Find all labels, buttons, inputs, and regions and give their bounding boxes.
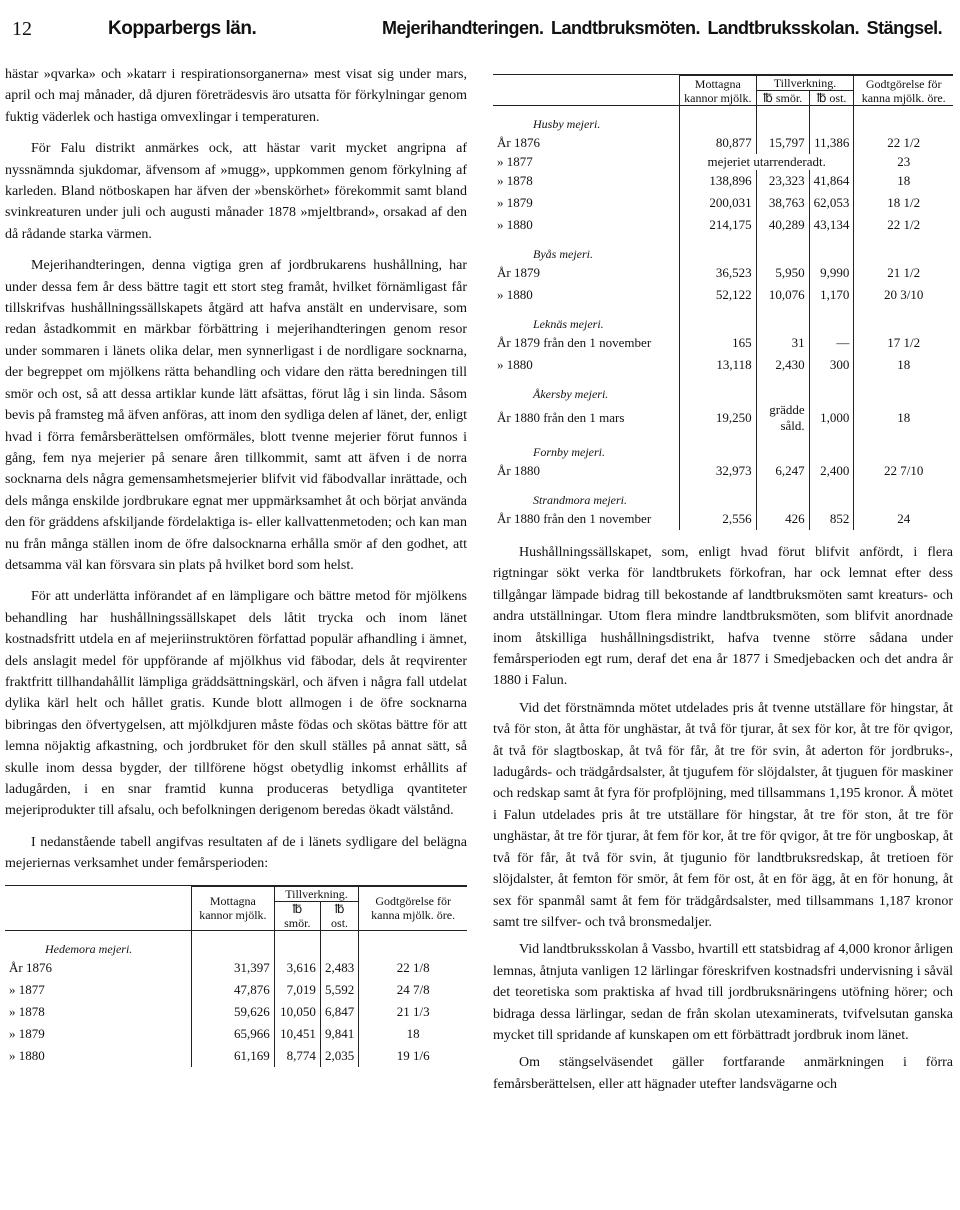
cheese-cell: 300 <box>809 354 854 376</box>
header-blank <box>493 76 680 106</box>
butter-cell: 40,289 <box>756 214 809 236</box>
year-cell: » 1878 <box>493 170 680 192</box>
year-cell: » 1878 <box>5 1001 192 1023</box>
compensation-cell: 19 1/6 <box>396 1047 430 1063</box>
compensation-cell: 20 3/10 <box>884 287 924 302</box>
table-row <box>493 460 953 482</box>
cell <box>756 482 809 508</box>
received-cell: 13,118 <box>680 354 757 376</box>
received-cell: 65,966 <box>192 1023 275 1045</box>
butter-cell: 2,430 <box>756 354 809 376</box>
table-row <box>5 957 467 979</box>
page-header <box>0 18 960 48</box>
received-cell: 165 <box>680 332 757 354</box>
table-row <box>493 262 953 284</box>
header-compensation: Godtgörelse för kanna mjölk. öre. <box>854 76 953 106</box>
header-cheese: ℔ ost. <box>809 91 854 106</box>
cell <box>192 930 275 957</box>
compensation-cell: 18 <box>897 357 911 372</box>
butter-cell: 10,076 <box>756 284 809 306</box>
year-cell: » 1880 <box>493 354 680 376</box>
cell <box>756 236 809 262</box>
cheese-cell: 852 <box>809 508 854 530</box>
cheese-cell: 2,400 <box>809 460 854 482</box>
table-row <box>493 132 953 154</box>
butter-cell: 5,950 <box>756 262 809 284</box>
table-row <box>493 332 953 354</box>
compensation-cell: 17 1/2 <box>887 335 921 350</box>
year-cell: År 1879 <box>493 262 680 284</box>
year-cell: År 1880 från den 1 mars <box>493 402 680 434</box>
year-cell: År 1876 <box>5 957 192 979</box>
butter-cell: 426 <box>756 508 809 530</box>
paragraph: Hushållningssällskapet, som, enligt hvad förut blifvit anfördt, i flera rigtningar sökt verka för landtbrukets förkofran, har ock lemnat efter dess tillgångar lämpade bidrag till bekostande af landtbruksmöten samt kreaturs- och andra utställningar. Utom flera mindre landtbruksmöten, som blifvit anordnade inom åtskilliga hushållningsdistrikt, hafva tvenne större sådana under femårsperioden egt rum, deraf det ena år 1877 i Smedjebacken och det andra år 1880 i Falun. <box>493 545 953 689</box>
header-production: Tillverkning. <box>274 886 359 901</box>
butter-cell: 38,763 <box>756 192 809 214</box>
table-row <box>493 154 953 170</box>
compensation-cell: 22 1/8 <box>396 959 430 975</box>
compensation-cell: 21 1/3 <box>396 1003 430 1019</box>
year-cell: » 1877 <box>5 979 192 1001</box>
table-row <box>493 354 953 376</box>
header-cheese: ℔ ost. <box>320 901 358 930</box>
cell <box>680 106 757 133</box>
dairy-name: Fornby mejeri. <box>493 434 680 460</box>
compensation-cell: 18 1/2 <box>887 195 921 210</box>
butter-cell: 15,797 <box>756 132 809 154</box>
dairy-name: Åkersby mejeri. <box>493 376 680 402</box>
cell <box>320 930 358 957</box>
dairy-table-right <box>493 74 953 530</box>
cell <box>854 434 953 460</box>
dairy-name: Leknäs mejeri. <box>493 306 680 332</box>
received-cell: 19,250 <box>680 402 757 434</box>
received-cell: 47,876 <box>192 979 275 1001</box>
cell <box>756 434 809 460</box>
year-cell: » 1880 <box>493 284 680 306</box>
butter-cell: 7,019 <box>274 979 320 1001</box>
header-compensation: Godtgörelse för kanna mjölk. öre. <box>359 886 467 930</box>
section-topics: Mejerihandteringen. Landtbruksmöten. Landtbruksskolan. Stängsel. <box>382 18 943 38</box>
year-cell: » 1879 <box>493 192 680 214</box>
cell <box>854 482 953 508</box>
butter-cell: 3,616 <box>274 957 320 979</box>
paragraph: Vid det förstnämnda mötet utdelades pris åt tvenne utställare för hingstar, åt två för ston, åt åtta för unghästar, åt två för tjurar, åt sex för kor, åt tre för qvigor, åt två för slagtboskap, åt två för får, åt tre för svin, åt aderton för jordbruks-, ladugårds- och trädgårdsalster, åt tjugufem för slöjdalster, åt tjuguen för maskiner och redskap samt åt fyra för profplöjning, med tillsammans 1,195 kronor. Å mötet i Falun utdelades pris åt tre utställare för hingstar, åt tre för ston, åt tre för unghästar, åt tre för tjurar, åt fem för kor, åt tre för qvigor, åt tre för ungboskap, åt två för får, åt två för svin, åt tjugunio för landtbruksredskap, åt tretioen för slöjdalster, åt femton för smör, åt fem för ost, åt en för ägg, åt en för honung, åt sex för spanmål samt åt fem för trädgårdsalster, med tillsammans 1,187 kronor samt tre silfver- och två bronsmedaljer. <box>493 700 953 930</box>
cheese-cell: 2,035 <box>320 1045 358 1067</box>
compensation-cell: 24 <box>897 511 911 526</box>
page-number: 12 <box>12 18 32 40</box>
cell <box>809 434 854 460</box>
cheese-cell: — <box>809 332 854 354</box>
cell <box>680 434 757 460</box>
cell <box>680 306 757 332</box>
table-row <box>493 214 953 236</box>
dairy-name: Hedemora mejeri. <box>5 930 192 957</box>
cell <box>809 482 854 508</box>
compensation-cell: 18 <box>897 173 911 188</box>
note-cell: mejeriet utarrenderadt. <box>680 154 854 170</box>
paragraph: Om stängselväsendet gäller fortfarande anmärkningen i förra femårsberättelsen, eller att hägnader utefter landsvägarne och <box>493 1055 953 1092</box>
header-production: Tillverkning. <box>756 76 854 91</box>
received-cell: 31,397 <box>192 957 275 979</box>
cell <box>809 306 854 332</box>
cell <box>274 930 320 957</box>
dairy-name: Strandmora mejeri. <box>493 482 680 508</box>
cell <box>680 482 757 508</box>
table-row <box>493 170 953 192</box>
table-row <box>5 1045 467 1067</box>
cell <box>854 306 953 332</box>
header-butter: ℔ smör. <box>274 901 320 930</box>
header-received: Mottagna kannor mjölk. <box>680 76 757 106</box>
received-cell: 2,556 <box>680 508 757 530</box>
table-intro: I nedanstående tabell angifvas resultaten af de i länets sydligare del belägna mejeriernas verksamhet under femårsperioden: <box>5 834 467 872</box>
cheese-cell: 2,483 <box>320 957 358 979</box>
butter-cell: 8,774 <box>274 1045 320 1067</box>
cheese-cell: 9,990 <box>809 262 854 284</box>
cell <box>809 236 854 262</box>
compensation-cell: 22 1/2 <box>887 135 921 150</box>
table-row <box>5 1001 467 1023</box>
header-butter: ℔ smör. <box>756 91 809 106</box>
received-cell: 80,877 <box>680 132 757 154</box>
year-cell: » 1880 <box>5 1045 192 1067</box>
cell <box>756 106 809 133</box>
received-cell: 32,973 <box>680 460 757 482</box>
compensation-cell: 24 7/8 <box>396 981 430 997</box>
table-row <box>493 508 953 530</box>
cell <box>756 306 809 332</box>
paragraph: För att underlätta införandet af en lämpligare och bättre metod för mjölkens behandling har hushållningssällskapet dels låtit trycka och inom länet kostnadsfritt utdela en af mejeriinstruktören författad populär afhandling i ämnet, dels anslagit medel för uppförande af mjölkhus vid fäbodar, dels åt reqvirenter fraktfritt tillhandahållit lämpliga gräddsättningskärl, och äfven i några fall utdelat dylika kärl helt och hållet gratis. Kunde blott allmogen i de öfre socknarna bibringas den öfvertygelsen, att mjölkdjuren måste födas och skötas bättre för att lemna nöjaktig afkastning, och jordbruket för den skull ställes på annat sätt, så skulle inom dessa bygder, der tillförene högst obetydlig inkomst erhållits af ladugården, i en snar framtid kunna produceras betydliga qvantiteter mejeriprodukter till afsalu, och befolkningen derigenom beredas ökadt välstånd. <box>5 589 467 819</box>
year-cell: År 1876 <box>493 132 680 154</box>
cheese-cell: 9,841 <box>320 1023 358 1045</box>
cell <box>680 236 757 262</box>
paragraph: Vid landtbruksskolan å Vassbo, hvartill ett statsbidrag af 4,000 kronor årligen lemnas, åtnjuta vanligen 12 lärlingar föreskrifven kostnadsfri undervisning i såväl det teoretiska som praktiska af hvad till jordbruksnäringens utöfning hörer; och bidraga dessa lärlingar, sedan de från skolan utexaminerats, tvifvelsutan ganska mycket till spridande af kunskapen om ett förbättradt jordbruk inom länet. <box>493 942 953 1043</box>
year-cell: År 1879 från den 1 november <box>493 332 680 354</box>
table-row <box>5 1023 467 1045</box>
butter-cell: 10,451 <box>274 1023 320 1045</box>
butter-cell: 6,247 <box>756 460 809 482</box>
header-received: Mottagna kannor mjölk. <box>192 886 275 930</box>
data-table <box>5 886 467 1067</box>
dairy-name: Byås mejeri. <box>493 236 680 262</box>
year-cell: År 1880 <box>493 460 680 482</box>
table-row <box>493 402 953 434</box>
year-cell: » 1880 <box>493 214 680 236</box>
cheese-cell: 43,134 <box>809 214 854 236</box>
butter-cell: 23,323 <box>756 170 809 192</box>
cheese-cell: 62,053 <box>809 192 854 214</box>
received-cell: 138,896 <box>680 170 757 192</box>
butter-cell: grädde såld. <box>756 402 809 434</box>
left-column <box>5 64 467 1067</box>
compensation-cell: 22 1/2 <box>887 217 921 232</box>
butter-cell: 31 <box>756 332 809 354</box>
cell <box>854 236 953 262</box>
table-row <box>493 192 953 214</box>
paragraph: Mejerihandteringen, denna vigtiga gren af jordbrukarens hushållning, har under dessa fem år dess bättre tagit ett stort steg framåt, hvilket förnämligast får tillskrifvas hushållningssällskapets åtgärd att hafva anstält en undervisare, som redan åstadkommit en märkbar förbättring i mejerihandteringen genom resor under sommaren i länets olika delar, men synnerligast i de nordligare socknarna, der begreppet om mjölkens rätta behandling och vidare den rätta beredningen till smör och ost, så att dessa artiklar kunde lätt afsättas, förut låg i sin linda. Såsom bevis på framsteg må äfven anföras, att inom den sydliga delen af länet, der, enligt hvad i förra femårsberättelsen omförmäles, blott tvenne mejerier förut funnos i gång, fem nya mejerier på senare åren tillkommit, samt att äfven i de norra socknarna dels några gemensamhetsmejerier blifvit vid fäbodvallar inrättade, och dels många enskilde jordbrukare egnat mer uppmärksamhet åt och börjat använda den för gräddens afskiljande fördelaktiga is- eller kallvattenmetoden; och kan man nu från många ställen inom de öfre dalsocknarna erhålla smör af den godhet, att detsamma väl kan försvara sin plats på hvilket bord som helst. <box>5 258 467 573</box>
cell <box>756 376 809 402</box>
cell <box>359 930 467 957</box>
table-row <box>5 979 467 1001</box>
butter-cell: 10,050 <box>274 1001 320 1023</box>
cheese-cell: 6,847 <box>320 1001 358 1023</box>
year-cell: År 1880 från den 1 november <box>493 508 680 530</box>
cell <box>680 376 757 402</box>
received-cell: 214,175 <box>680 214 757 236</box>
received-cell: 59,626 <box>192 1001 275 1023</box>
compensation-cell: 23 <box>897 154 911 169</box>
cell <box>809 106 854 133</box>
cell <box>854 106 953 133</box>
compensation-cell: 22 7/10 <box>884 463 924 478</box>
paragraph: hästar »qvarka» och »katarr i respirationsorganerna» mest visat sig under mars, april och maj månader, då djuren företrädesvis äro utsatta för förkylningar genom fuktig väderlek och hastiga omvexlingar i temperaturen. <box>5 67 467 125</box>
paragraph: För Falu distrikt anmärkes ock, att hästar varit mycket angripna af nyssnämnda sjukdomar, äfvensom af »mugg», uppkommen genom förkylning af karleden. Bland nötboskapen har äfven der »benskörhet» förekommit samt bland svinkreaturen under juli och augusti månader 1878 »mjeltbrand», orsakad af den då rådande starka värmen. <box>5 141 467 242</box>
received-cell: 200,031 <box>680 192 757 214</box>
compensation-cell: 18 <box>406 1025 420 1041</box>
running-head: Kopparbergs län. <box>108 18 257 39</box>
year-cell: » 1877 <box>493 154 680 170</box>
received-cell: 61,169 <box>192 1045 275 1067</box>
cheese-cell: 41,864 <box>809 170 854 192</box>
compensation-cell: 18 <box>897 410 911 425</box>
year-cell: » 1879 <box>5 1023 192 1045</box>
received-cell: 36,523 <box>680 262 757 284</box>
table-row <box>493 284 953 306</box>
dairy-name: Husby mejeri. <box>493 106 680 133</box>
cheese-cell: 1,000 <box>809 402 854 434</box>
received-cell: 52,122 <box>680 284 757 306</box>
cell <box>854 376 953 402</box>
cheese-cell: 1,170 <box>809 284 854 306</box>
cell <box>809 376 854 402</box>
header-blank <box>5 886 192 930</box>
dairy-table-left <box>5 885 467 1067</box>
cheese-cell: 11,386 <box>809 132 854 154</box>
cheese-cell: 5,592 <box>320 979 358 1001</box>
compensation-cell: 21 1/2 <box>887 265 921 280</box>
right-column <box>493 64 953 1095</box>
data-table <box>493 75 953 530</box>
